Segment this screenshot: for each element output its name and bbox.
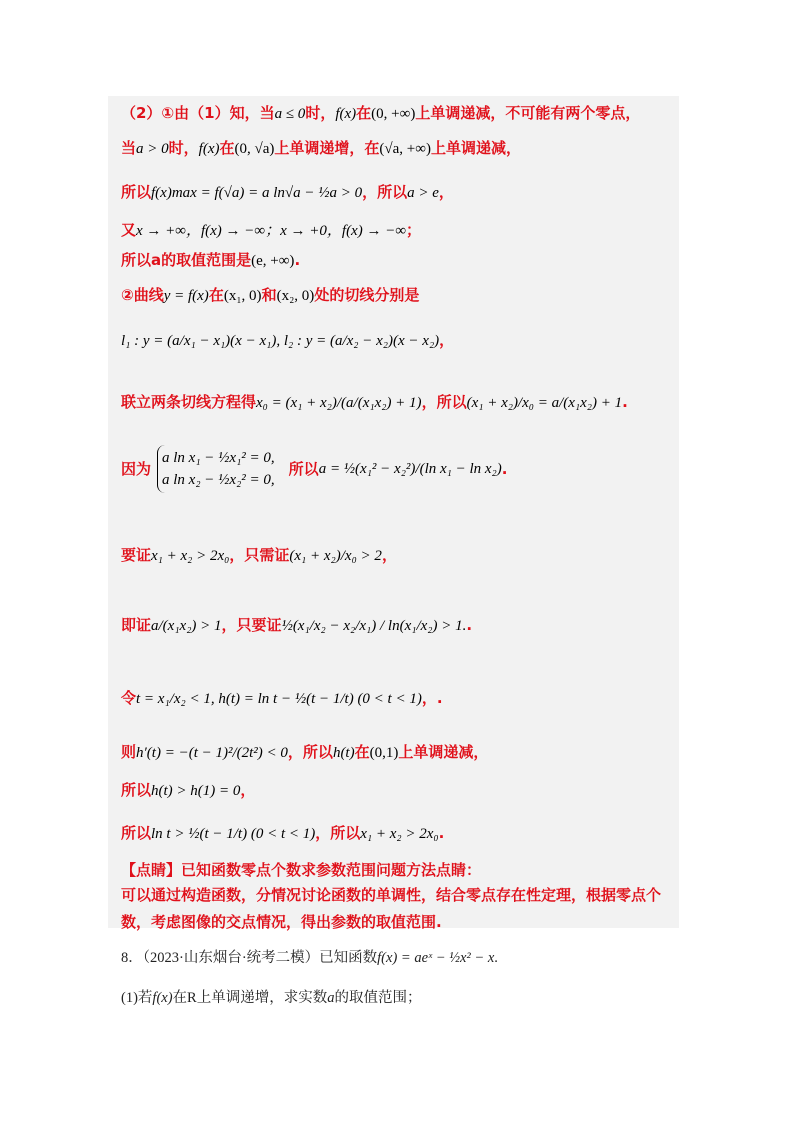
solution-line-15: 所以ln t > ½(t − 1/t) (0 < t < 1)，所以x₁ + x₂ > 2x₀. — [121, 824, 445, 842]
solution-line-8: 联立两条切线方程得x₀ = (x₁ + x₂)/(a/(x₁x₂) + 1)，所以(x₁ + x₂)/x₀ = a/(x₁x₂) + 1. — [121, 393, 628, 411]
note-title: 【点睛】已知函数零点个数求参数范围问题方法点睛： — [121, 861, 482, 879]
note-body: 可以通过构造函数，分情况讨论函数的单调性，结合零点存在性定理，根据零点个数，考虑图像的交点情况，得出参数的取值范围. — [121, 886, 662, 931]
solution-line-3: 所以f(x)max = f(√a) = a ln√a − ½a > 0，所以a > e， — [121, 183, 454, 201]
question-8-part-1: (1)若f(x)在R上单调递增，求实数a的取值范围； — [121, 990, 422, 1006]
solution-line-13: 则h′(t) = −(t − 1)²/(2t²) < 0，所以h(t)在(0,1)上单调递减， — [121, 743, 489, 761]
solution-line-9: 因为 a ln x₁ − ½x₁² = 0, a ln x₂ − ½x₂² = 0, 所以a = ½(x₁² − x₂²)/(ln x₁ − ln x₂). — [121, 445, 507, 493]
solution-line-14: 所以h(t) > h(1) = 0， — [121, 781, 256, 799]
solution-line-10: 要证x₁ + x₂ > 2x₀，只需证(x₁ + x₂)/x₀ > 2， — [121, 546, 397, 564]
solution-line-2: 当a > 0时，f(x)在(0, √a)上单调递增，在(√a, +∞)上单调递减， — [121, 139, 521, 157]
solution-line-6: ②曲线y = f(x)在(x₁, 0)和(x₂, 0)处的切线分别是 — [121, 286, 420, 304]
solution-line-11: 即证a/(x₁x₂) > 1，只要证½(x₁/x₂ − x₂/x₁) / ln(x₁/x₂) > 1.. — [121, 616, 473, 634]
solution-line-12: 令t = x₁/x₂ < 1, h(t) = ln t − ½(t − 1/t) (0 < t < 1)，. — [121, 689, 443, 707]
question-8-stem: 8．（2023·山东烟台·统考二模）已知函数f(x) = aeˣ − ½x² − x. — [121, 950, 498, 966]
solution-line-5: 所以a的取值范围是(e, +∞). — [121, 251, 301, 269]
solution-line-1: （2）①由（1）知，当a ≤ 0时，f(x)在(0, +∞)上单调递减，不可能有两个零点， — [121, 104, 641, 122]
solution-line-7: l₁ : y = (a/x₁ − x₁)(x − x₁), l₂ : y = (a/x₂ − x₂)(x − x₂)， — [121, 331, 455, 349]
solution-line-4: 又x → +∞，f(x) → −∞；x → +0，f(x) → −∞； — [121, 221, 422, 239]
